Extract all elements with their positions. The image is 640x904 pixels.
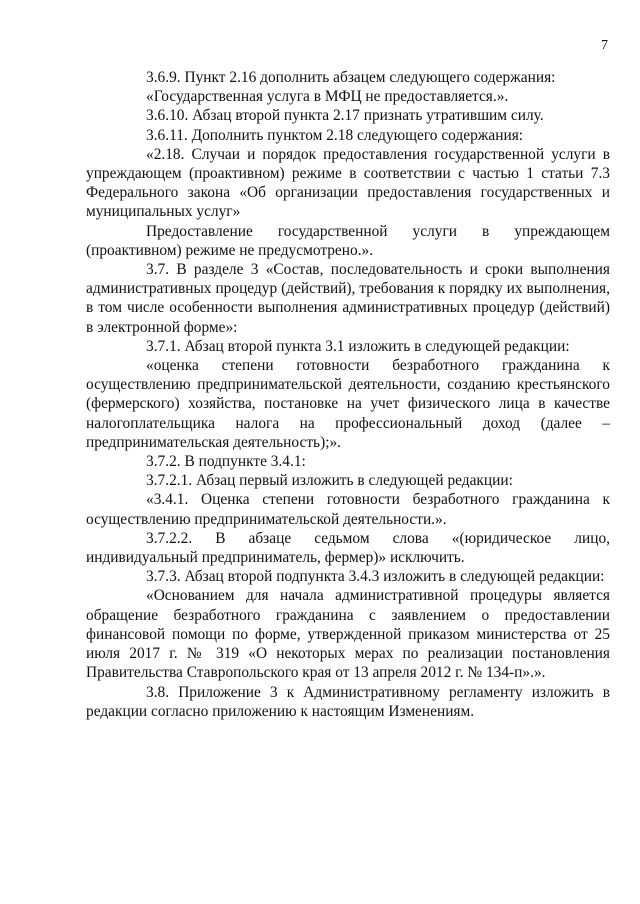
paragraph: 3.7.2.2. В абзаце седьмом слова «(юридическое лицо, индивидуальный предприниматель, фермер)» исключить. [86, 529, 610, 567]
paragraph: 3.7. В разделе 3 «Состав, последовательность и сроки выполнения административных процедур (действий), требования к порядку их выполнения, в том числе особенности выполнения административных процедур (действий) в электронной форме»: [86, 261, 610, 336]
paragraph: «оценка степени готовности безработного гражданина к осуществлению предпринимательской деятельности, созданию крестьянского (фермерского) хозяйства, постановке на учет физического лица в качестве налогоплательщика налога на профессиональный доход (далее – предпринимательская деятельность);». [86, 357, 610, 451]
paragraph: 3.8. Приложение 3 к Административному регламенту изложить в редакции согласно приложению к настоящим Изменениям. [86, 683, 610, 720]
paragraph: 3.7.1. Абзац второй пункта 3.1 изложить в следующей редакции: [146, 337, 570, 355]
page-number: 7 [601, 38, 608, 53]
paragraph: «3.4.1. Оценка степени готовности безработного гражданина к осуществлению предпринимательской деятельности.». [86, 491, 610, 528]
paragraph: 3.6.10. Абзац второй пункта 2.17 признать утратившим силу. [146, 107, 544, 125]
paragraph: 3.6.11. Дополнить пунктом 2.18 следующего содержания: [146, 126, 524, 144]
document-body [86, 68, 610, 721]
paragraph: 3.7.2.1. Абзац первый изложить в следующей редакции: [146, 472, 513, 490]
paragraph: «2.18. Случаи и порядок предоставления государственной услуги в упреждающем (проактивном) режиме в соответствии с частью 1 статьи 7.3 Федерального закона «Об организации предоставления государственных и муниципальных услуг» [86, 145, 610, 221]
paragraph: «Государственная услуга в МФЦ не предоставляется.». [146, 88, 509, 106]
paragraph: Предоставление государственной услуги в упреждающем (проактивном) режиме не предусмотрено.». [86, 222, 610, 259]
paragraph: 3.7.2. В подпункте 3.4.1: [146, 453, 306, 471]
paragraph: «Основанием для начала административной процедуры является обращение безработного гражданина с заявлением о предоставлении финансовой помощи по форме, утвержденной приказом министерства от 25 июля 2017 г. № 319 «О некоторых мерах по реализации постановления Правительства Ставропольского края от 13 апреля 2012 г. № 134-п».». [86, 587, 610, 682]
paragraph: 3.7.3. Абзац второй подпункта 3.4.3 изложить в следующей редакции: [146, 568, 605, 586]
paragraph: 3.6.9. Пункт 2.16 дополнить абзацем следующего содержания: [146, 69, 556, 86]
